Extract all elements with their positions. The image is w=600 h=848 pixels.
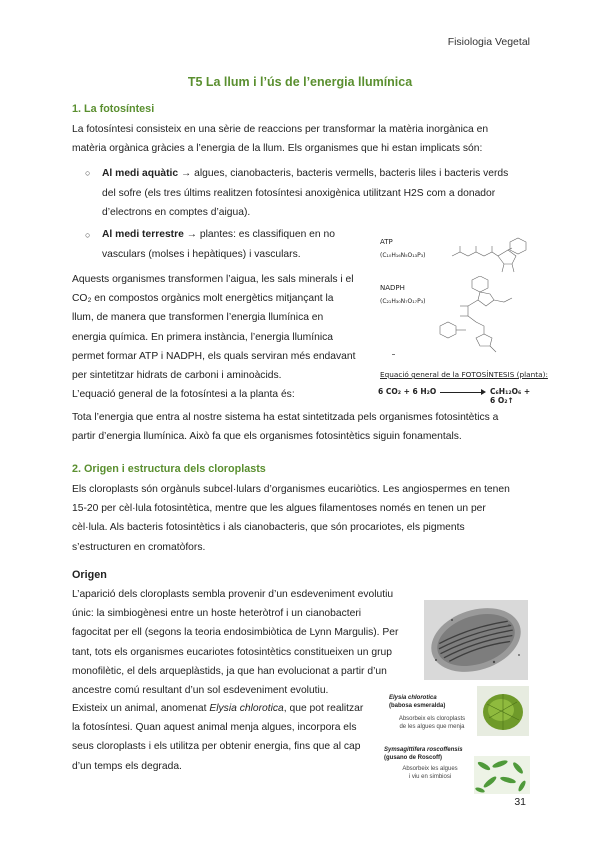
atp-structure-icon bbox=[450, 234, 532, 278]
intro-paragraph bbox=[72, 120, 528, 158]
page-number: 31 bbox=[514, 796, 526, 808]
bullet-text: d’electrons en comptes d’aigua). bbox=[102, 207, 251, 218]
nadph-formula: (C₂₁H₃₀N₇O₁₇P₃) bbox=[380, 298, 426, 305]
text-line: L’aparició dels cloroplasts sembla provenir d’un esdeveniment evolutiu bbox=[72, 589, 394, 600]
bullet-text: del sofre (els tres últims realitzen fotosíntesi anoxigènica utilitzant H2S com a donador bbox=[102, 187, 496, 199]
photosynthesis-equation bbox=[376, 385, 536, 403]
figure-dot bbox=[392, 354, 395, 355]
elysia-photo-image bbox=[477, 686, 529, 736]
text-line: s’estructuren en cromatòfors. bbox=[72, 541, 206, 553]
text-line: permet formar ATP i NADPH, els quals serviran més endavant bbox=[72, 350, 356, 362]
text-line: Tota l’energia que entra al nostre sistema ha estat sintetitzada pels organismes fotosintètics a bbox=[72, 412, 499, 423]
species-name: Elysia chlorotica bbox=[209, 703, 284, 714]
intro-line: La fotosíntesi consisteix en una sèrie de reaccions per transformar la matèria inorgànica en bbox=[72, 124, 489, 135]
text-line: Els cloroplasts són orgànuls subcel·lulars d’organismes eucariòtics. Les angiospermes en tenen bbox=[72, 484, 510, 495]
text-line: ancestre comú resultant d’un sol esdeveniment evolutiu. bbox=[72, 685, 329, 697]
text-line: cèl·lula. Als bacteris fotosintètics i als cianobacteris, que són procariotes, els pigments bbox=[72, 522, 465, 534]
bullet-text: vasculars (molses i hepàtiques) i vasculars. bbox=[102, 248, 301, 260]
section-heading-chloroplasts: 2. Origen i estructura dels cloroplasts bbox=[72, 463, 266, 475]
bullet-marker: ○ bbox=[85, 168, 91, 178]
paragraph-atp-nadph bbox=[72, 270, 367, 404]
caption-note: de les algues que menja bbox=[399, 724, 465, 730]
arrow-head-icon bbox=[481, 389, 486, 395]
bullet-text: plantes: es classifiquen en no bbox=[197, 229, 335, 240]
bullet-aquatic bbox=[102, 164, 528, 223]
caption-species: Symsagittifera roscoffensis bbox=[384, 747, 463, 753]
paragraph-origin bbox=[72, 585, 399, 700]
text-line: energia química. En primera instància, l’energia llumínica bbox=[72, 331, 333, 343]
bullet-terrestrial bbox=[102, 225, 368, 264]
equation-reactants: 6 CO₂ + 6 H₂O bbox=[378, 387, 437, 396]
paragraph-energy bbox=[72, 408, 528, 446]
subheading-origin: Origen bbox=[72, 569, 107, 581]
text-line: seus cloroplasts i els utilitza per obtenir energia, fins que al cap bbox=[72, 741, 361, 753]
text-line: tant, tots els organismes eucariotes fotosintètics constitueixen un grup bbox=[72, 646, 392, 658]
atp-label: ATP bbox=[380, 238, 393, 246]
caption-common-name: (babosa esmeralda) bbox=[389, 703, 446, 709]
page-title: T5 La llum i l’ús de l’energia llumínica bbox=[187, 75, 413, 89]
text-line: d’un temps els degrada. bbox=[72, 760, 182, 772]
intro-line: matèria orgànica gràcies a l’energia de la llum. Els organismes que hi estan implicats són: bbox=[72, 143, 483, 155]
nadph-label: NADPH bbox=[380, 284, 405, 292]
caption-elysia bbox=[389, 694, 475, 731]
text-line: fagocitat per ell (segons la teoria endosimbiòtica de Lynn Margulis). Per bbox=[72, 627, 399, 639]
text-span: , que pot realitzar bbox=[283, 703, 364, 714]
caption-common-name: (gusano de Roscoff) bbox=[384, 755, 442, 761]
text-line: partir d’energia llumínica. Això fa que els organismes fotosintètics siguin fonamentals. bbox=[72, 431, 462, 443]
text-line: la fotosíntesi. Quan aquest animal menja algues, incorpora els bbox=[72, 722, 357, 734]
text-line: per sintetitzar hidrats de carboni i aminoàcids. bbox=[72, 370, 282, 382]
atp-formula: (C₁₀H₁₆N₅O₁₃P₃) bbox=[380, 252, 426, 259]
equation-products: C₆H₁₂O₆ + 6 O₂↑ bbox=[490, 387, 531, 405]
section-heading-photosynthesis: 1. La fotosíntesi bbox=[72, 103, 155, 115]
text-line: L’equació general de la fotosíntesi a la planta és: bbox=[72, 389, 295, 401]
bullet-text: algues, cianobacteris, bacteris vermells, bacteris liles i bacteris verds bbox=[191, 168, 509, 179]
symsagittifera-photo-image bbox=[474, 756, 530, 794]
paragraph-chloroplasts bbox=[72, 480, 528, 557]
text-line: llum, de manera que transformen l’energia llumínica en bbox=[72, 312, 324, 324]
reaction-arrow-icon bbox=[440, 392, 484, 393]
nadph-structure-icon bbox=[432, 276, 528, 354]
chloroplast-micrograph-image bbox=[424, 600, 528, 680]
text-span: Existeix un animal, anomenat bbox=[72, 703, 210, 714]
equation-title: Equació general de la FOTOSÍNTESIS (planta): bbox=[380, 370, 548, 379]
text-line: únic: la simbiogènesi entre un hoste heteròtrof i un cianobacteri bbox=[72, 608, 362, 620]
bullet-label: Al medi terrestre → bbox=[102, 229, 197, 240]
text-line: Aquests organismes transformen l’aigua, les sals minerals i el bbox=[72, 274, 354, 285]
text-line: CO₂ en compostos orgànics molt energètics mitjançant la bbox=[72, 293, 334, 305]
bullet-label: Al medi aquàtic → bbox=[102, 168, 192, 179]
caption-note: Absorbeix els cloroplasts bbox=[398, 716, 466, 722]
caption-species: Elysia chlorotica bbox=[389, 695, 437, 701]
running-header: Fisiologia Vegetal bbox=[447, 36, 530, 48]
caption-note: Absorbeix les algues bbox=[402, 766, 458, 772]
caption-note: i viu en simbiosi bbox=[408, 774, 452, 780]
caption-symsagittifera bbox=[384, 746, 476, 781]
text-line bbox=[72, 699, 377, 718]
bullet-marker: ○ bbox=[85, 230, 91, 240]
paragraph-elysia bbox=[72, 699, 377, 776]
text-line: monofilètic, el dels arqueplàstids, ja que han evolucionat a partir d’un bbox=[72, 665, 387, 677]
text-line: 15-20 per cèl·lula fotosintètica, mentre que les algues filamentoses només en tenen un per bbox=[72, 503, 486, 515]
